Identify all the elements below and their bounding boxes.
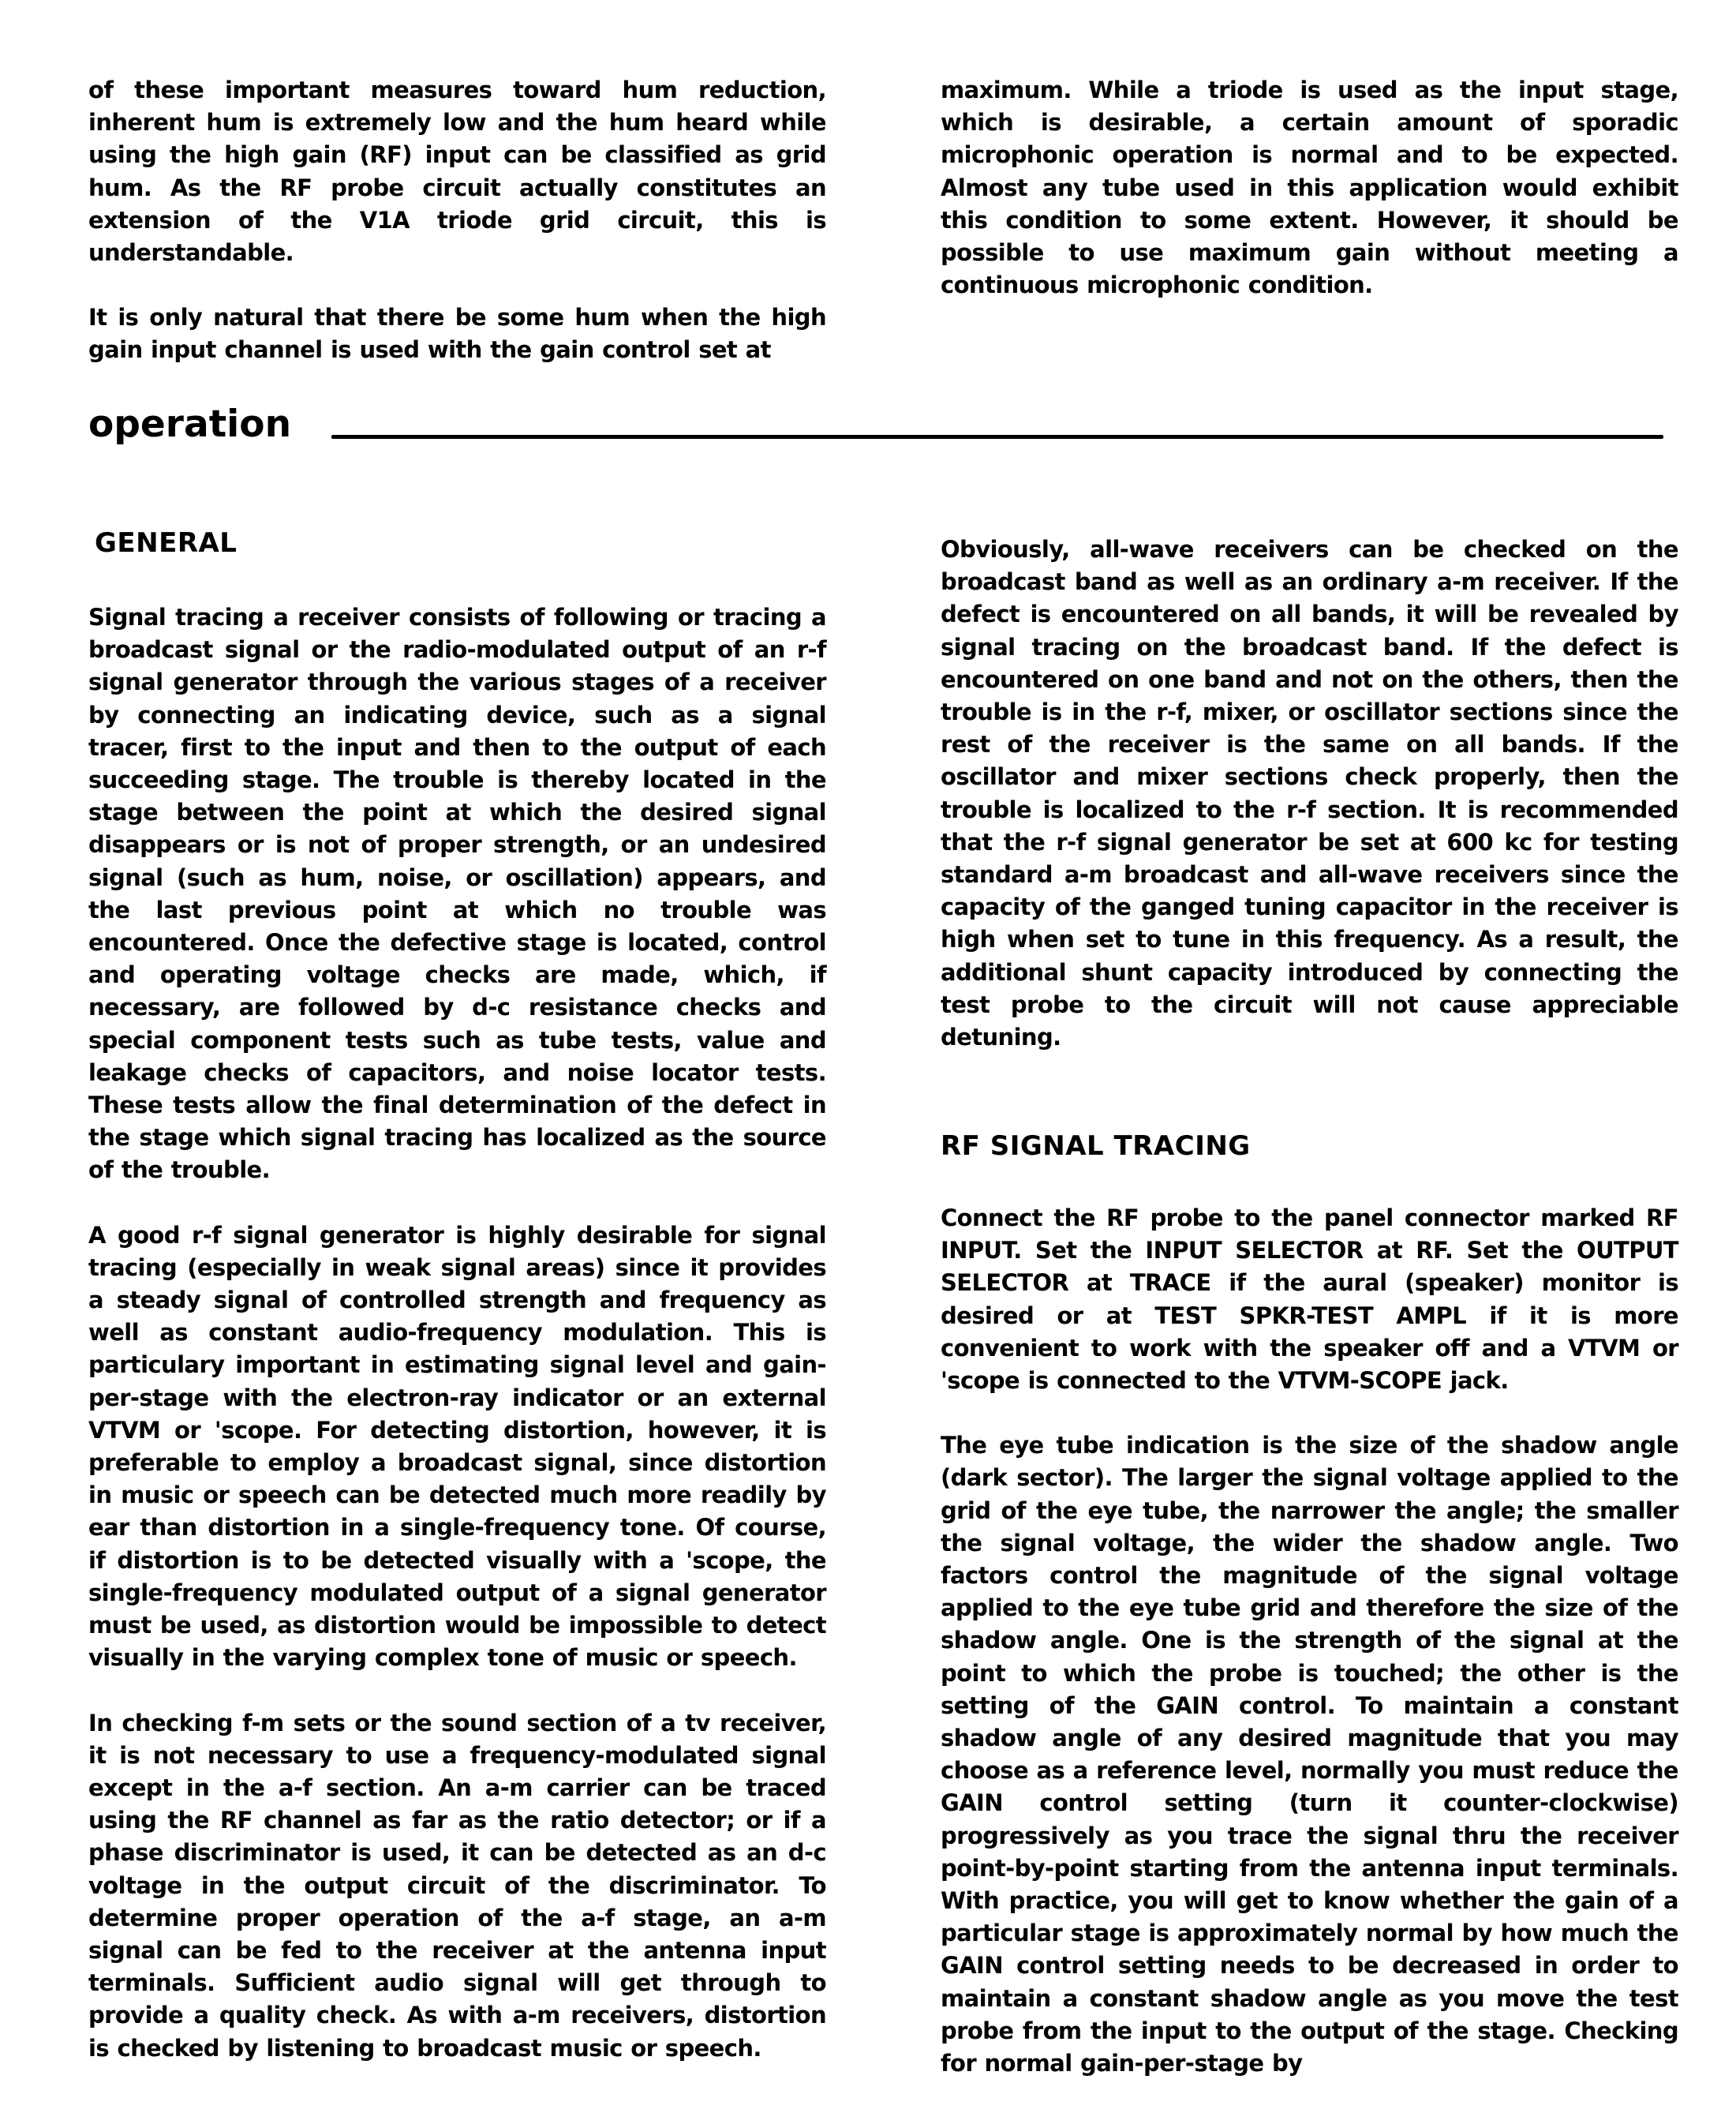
general-body-right <box>941 534 1678 1054</box>
top-right-column <box>941 74 1678 302</box>
paragraph-signal-tracing-intro: Signal tracing a receiver consists of following or tracing a broadcast signal or the radio-modulated output of an r-f signal generator through the various stages of a receiver by connecting an indicating device, such as a signal tracer, first to the input and then to the output of each succeeding stage. The trouble is thereby located in the stage between the point at which the desired signal disappears or is not of proper strength, or an undesired signal (such as hum, noise, or oscillation) appears, and the last previous point at which no trouble was encountered. Once the defective stage is located, control and operating voltage checks are made, which, if necessary, are followed by d-c resistance checks and special component tests such as tube tests, value and leakage checks of capacitors, and noise locator tests. These tests allow the final determination of the defect in the stage which signal tracing has localized as the source of the trouble. <box>88 604 826 1184</box>
paragraph-microphonic: maximum. While a triode is used as the input stage, which is desirable, a certain amount of sporadic microphonic operation is normal and to be expected. Almost any tube used in this application would exhibit this condition to some extent. However, it should be possible to use maximum gain without meeting a continuous microphonic condition. <box>941 77 1678 299</box>
top-left-column <box>88 74 826 367</box>
rf-signal-tracing-column <box>941 1130 1678 1162</box>
section-heading-rf-signal-tracing: RF SIGNAL TRACING <box>941 1130 1251 1162</box>
paragraph-fm-sets: In checking f-m sets or the sound section of a tv receiver, it is not necessary to use a frequency-modulated signal except in the a-f section. An a-m carrier can be traced using the RF channel as far as the ratio detector; or if a phase discriminator is used, it can be detected as an d-c voltage in the output circuit of the discriminator. To determine proper operation of the a-f stage, an a-m signal can be fed to the receiver at the antenna input terminals. Sufficient audio signal will get through to provide a quality check. As with a-m receivers, distortion is checked by listening to broadcast music or speech. <box>88 1709 826 2062</box>
heading-rule-divider <box>331 435 1663 439</box>
section-heading-general: GENERAL <box>95 527 238 559</box>
paragraph-rf-signal-generator: A good r-f signal generator is highly desirable for signal tracing (especially in weak signal areas) since it provides a steady signal of controlled strength and frequency as well as constant audio-frequency modulation. This is particulary important in estimating signal level and gain-per-stage with the electron-ray indicator or an external VTVM or 'scope. For detecting distortion, however, it is preferable to employ a broadcast signal, since distortion in music or speech can be detected much more readily by ear than distortion in a single-frequency tone. Of course, if distortion is to be detected visually with a 'scope, the single-frequency modulated output of a signal generator must be used, as distortion would be impossible to detect visually in the varying complex tone of music or speech. <box>88 1221 826 1672</box>
paragraph-all-wave-receivers: Obviously, all-wave receivers can be checked on the broadcast band as well as an ordinary a-m receiver. If the defect is encountered on all bands, it will be revealed by signal tracing on the broadcast band. If the defect is encountered on one band and not on the others, then the trouble is in the r-f, mixer, or oscillator sections since the rest of the receiver is the same on all bands. If the oscillator and mixer sections check properly, then the trouble is localized to the r-f section. It is recommended that the r-f signal generator be set at 600 kc for testing standard a-m broadcast and all-wave receivers since the capacity of the ganged tuning capacitor in the receiver is high when set to tune in this frequency. As a result, the additional shunt capacity introduced by connecting the test probe to the circuit will not cause appreciable detuning. <box>941 536 1678 1051</box>
paragraph-hum-reduction: of these important measures toward hum reduction, inherent hum is extremely low and the hum heard while using the high gain (RF) input can be classified as grid hum. As the RF probe circuit actually constitutes an extension of the V1A triode grid circuit, this is understandable. <box>88 77 826 267</box>
rf-signal-tracing-body <box>941 1202 1678 2080</box>
section-title-operation: operation <box>88 403 292 446</box>
general-column <box>95 527 832 559</box>
paragraph-connect-rf-probe: Connect the RF probe to the panel connector marked RF INPUT. Set the INPUT SELECTOR at RF. Set the OUTPUT SELECTOR at TRACE if the aural (speaker) monitor is desired or at TEST SPKR-TEST AMPL if it is more convenient to work with the speaker off and a VTVM or 'scope is connected to the VTVM-SCOPE jack. <box>941 1204 1678 1395</box>
paragraph-eye-tube-indication: The eye tube indication is the size of the shadow angle (dark sector). The larger the signal voltage applied to the grid of the eye tube, the narrower the angle; the smaller the signal voltage, the wider the shadow angle. Two factors control the magnitude of the signal voltage applied to the eye tube grid and therefore the size of the shadow angle. One is the strength of the signal at the point to which the probe is touched; the other is the setting of the GAIN control. To maintain a constant shadow angle of any desired magnitude that you may choose as a reference level, normally you must reduce the GAIN control setting (turn it counter-clockwise) progressively as you trace the signal thru the receiver point-by-point starting from the antenna input terminals. With practice, you will get to know whether the gain of a particular stage is approximately normal by how much the GAIN control setting needs to be decreased in order to maintain a constant shadow angle as you move the test probe from the input to the output of the stage. Checking for normal gain-per-stage by <box>941 1432 1678 2077</box>
general-body-left <box>88 601 826 2065</box>
paragraph-hum-gain: It is only natural that there be some hum when the high gain input channel is used with the gain control set at <box>88 304 826 364</box>
